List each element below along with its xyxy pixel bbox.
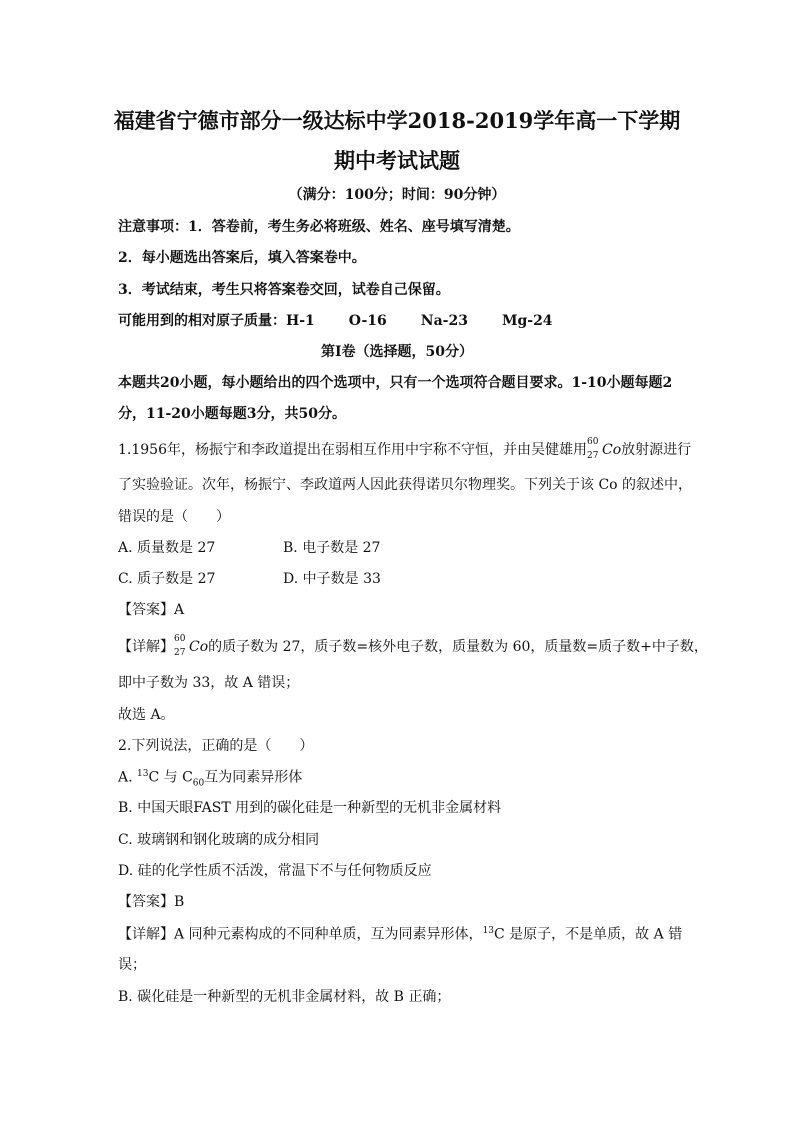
section-desc-line2: 分，11-20小题每题3分，共50分。 (118, 406, 346, 422)
q1-stem-line3: 错误的是（ ） (118, 509, 230, 525)
q1-detail-line2: 即中子数为 33，故 A 错误； (118, 675, 300, 691)
q2-option-d: D. 硅的化学性质不活泼，常温下不与任何物质反应 (118, 863, 432, 879)
q1-detail-line1: 【详解】 60 27 Co的质子数为 27，质子数=核外电子数，质量数为 60，质量数=质子数+中子数， (118, 634, 708, 658)
q1-option-a: A. 质量数是 27 (118, 540, 216, 556)
section-desc-line1: 本题共20小题，每小题给出的四个选项中，只有一个选项符合题目要求。1-10小题每题2 (118, 375, 673, 391)
q1-option-b: B. 电子数是 27 (283, 540, 381, 556)
q2-option-a: A. $^{13}$C 与 $C_{60}$互为同素异形体 (118, 769, 303, 789)
mass-h: H-1 (286, 313, 315, 329)
note-1: 注意事项：1．答卷前，考生务必将班级、姓名、座号填写清楚。 (118, 219, 520, 235)
q1-option-c: C. 质子数是 27 (118, 571, 216, 587)
q2-answer: 【答案】B (118, 894, 185, 910)
exam-info: （满分：100分；时间：90分钟） (288, 187, 506, 203)
atomic-masses (118, 314, 553, 328)
note-3: 3．考试结束，考生只将答案卷交回，试卷自己保留。 (118, 282, 450, 298)
q2-detail-line2: 误； (118, 957, 146, 973)
q1-stem-line1: 1.1956年，杨振宁和李政道提出在弱相互作用中宇称不守恒，并由吴健雄用 60 27 Co放射源进行 (118, 437, 692, 461)
cobalt-nuclide: 60 27 Co (587, 437, 622, 461)
doc-title-line2: 期中考试试题 (334, 148, 460, 173)
mass-mg: Mg-24 (501, 313, 553, 329)
cobalt-nuclide-detail: 60 27 Co (174, 634, 209, 658)
q2-option-b: B. 中国天眼FAST 用到的碳化硅是一种新型的无机非金属材料 (118, 800, 502, 816)
q1-stem-line2: 了实验验证。次年，杨振宁、李政道两人因此获得诺贝尔物理奖。下列关于该 Co 的叙述中， (118, 477, 693, 493)
q2-detail-line3: B. 碳化硅是一种新型的无机非金属材料，故 B 正确； (118, 989, 451, 1005)
q1-answer: 【答案】A (118, 602, 185, 618)
mass-o: O-16 (348, 313, 387, 329)
note-2: 2．每小题选出答案后，填入答案卷中。 (118, 250, 366, 266)
q1-option-d: D. 中子数是 33 (283, 571, 381, 587)
q2-option-c: C. 玻璃钢和钢化玻璃的成分相同 (118, 832, 320, 848)
atomic-masses-label: 可能用到的相对原子质量： (118, 313, 286, 329)
mass-na: Na-23 (420, 313, 468, 329)
section-title: 第Ⅰ卷（选择题，50分） (320, 344, 474, 360)
q2-detail-line1: 【详解】A 同种元素构成的不同种单质，互为同素异形体，$^{13}$C 是原子，不是单质，故 A 错 (118, 926, 683, 943)
doc-title-line1: 福建省宁德市部分一级达标中学2018-2019学年高一下学期 (113, 108, 681, 133)
q1-options-row2 (118, 571, 381, 587)
q1-options-row1 (118, 540, 381, 556)
q2-stem: 2.下列说法，正确的是（ ） (118, 738, 314, 754)
q1-conclusion: 故选 A。 (118, 707, 175, 723)
